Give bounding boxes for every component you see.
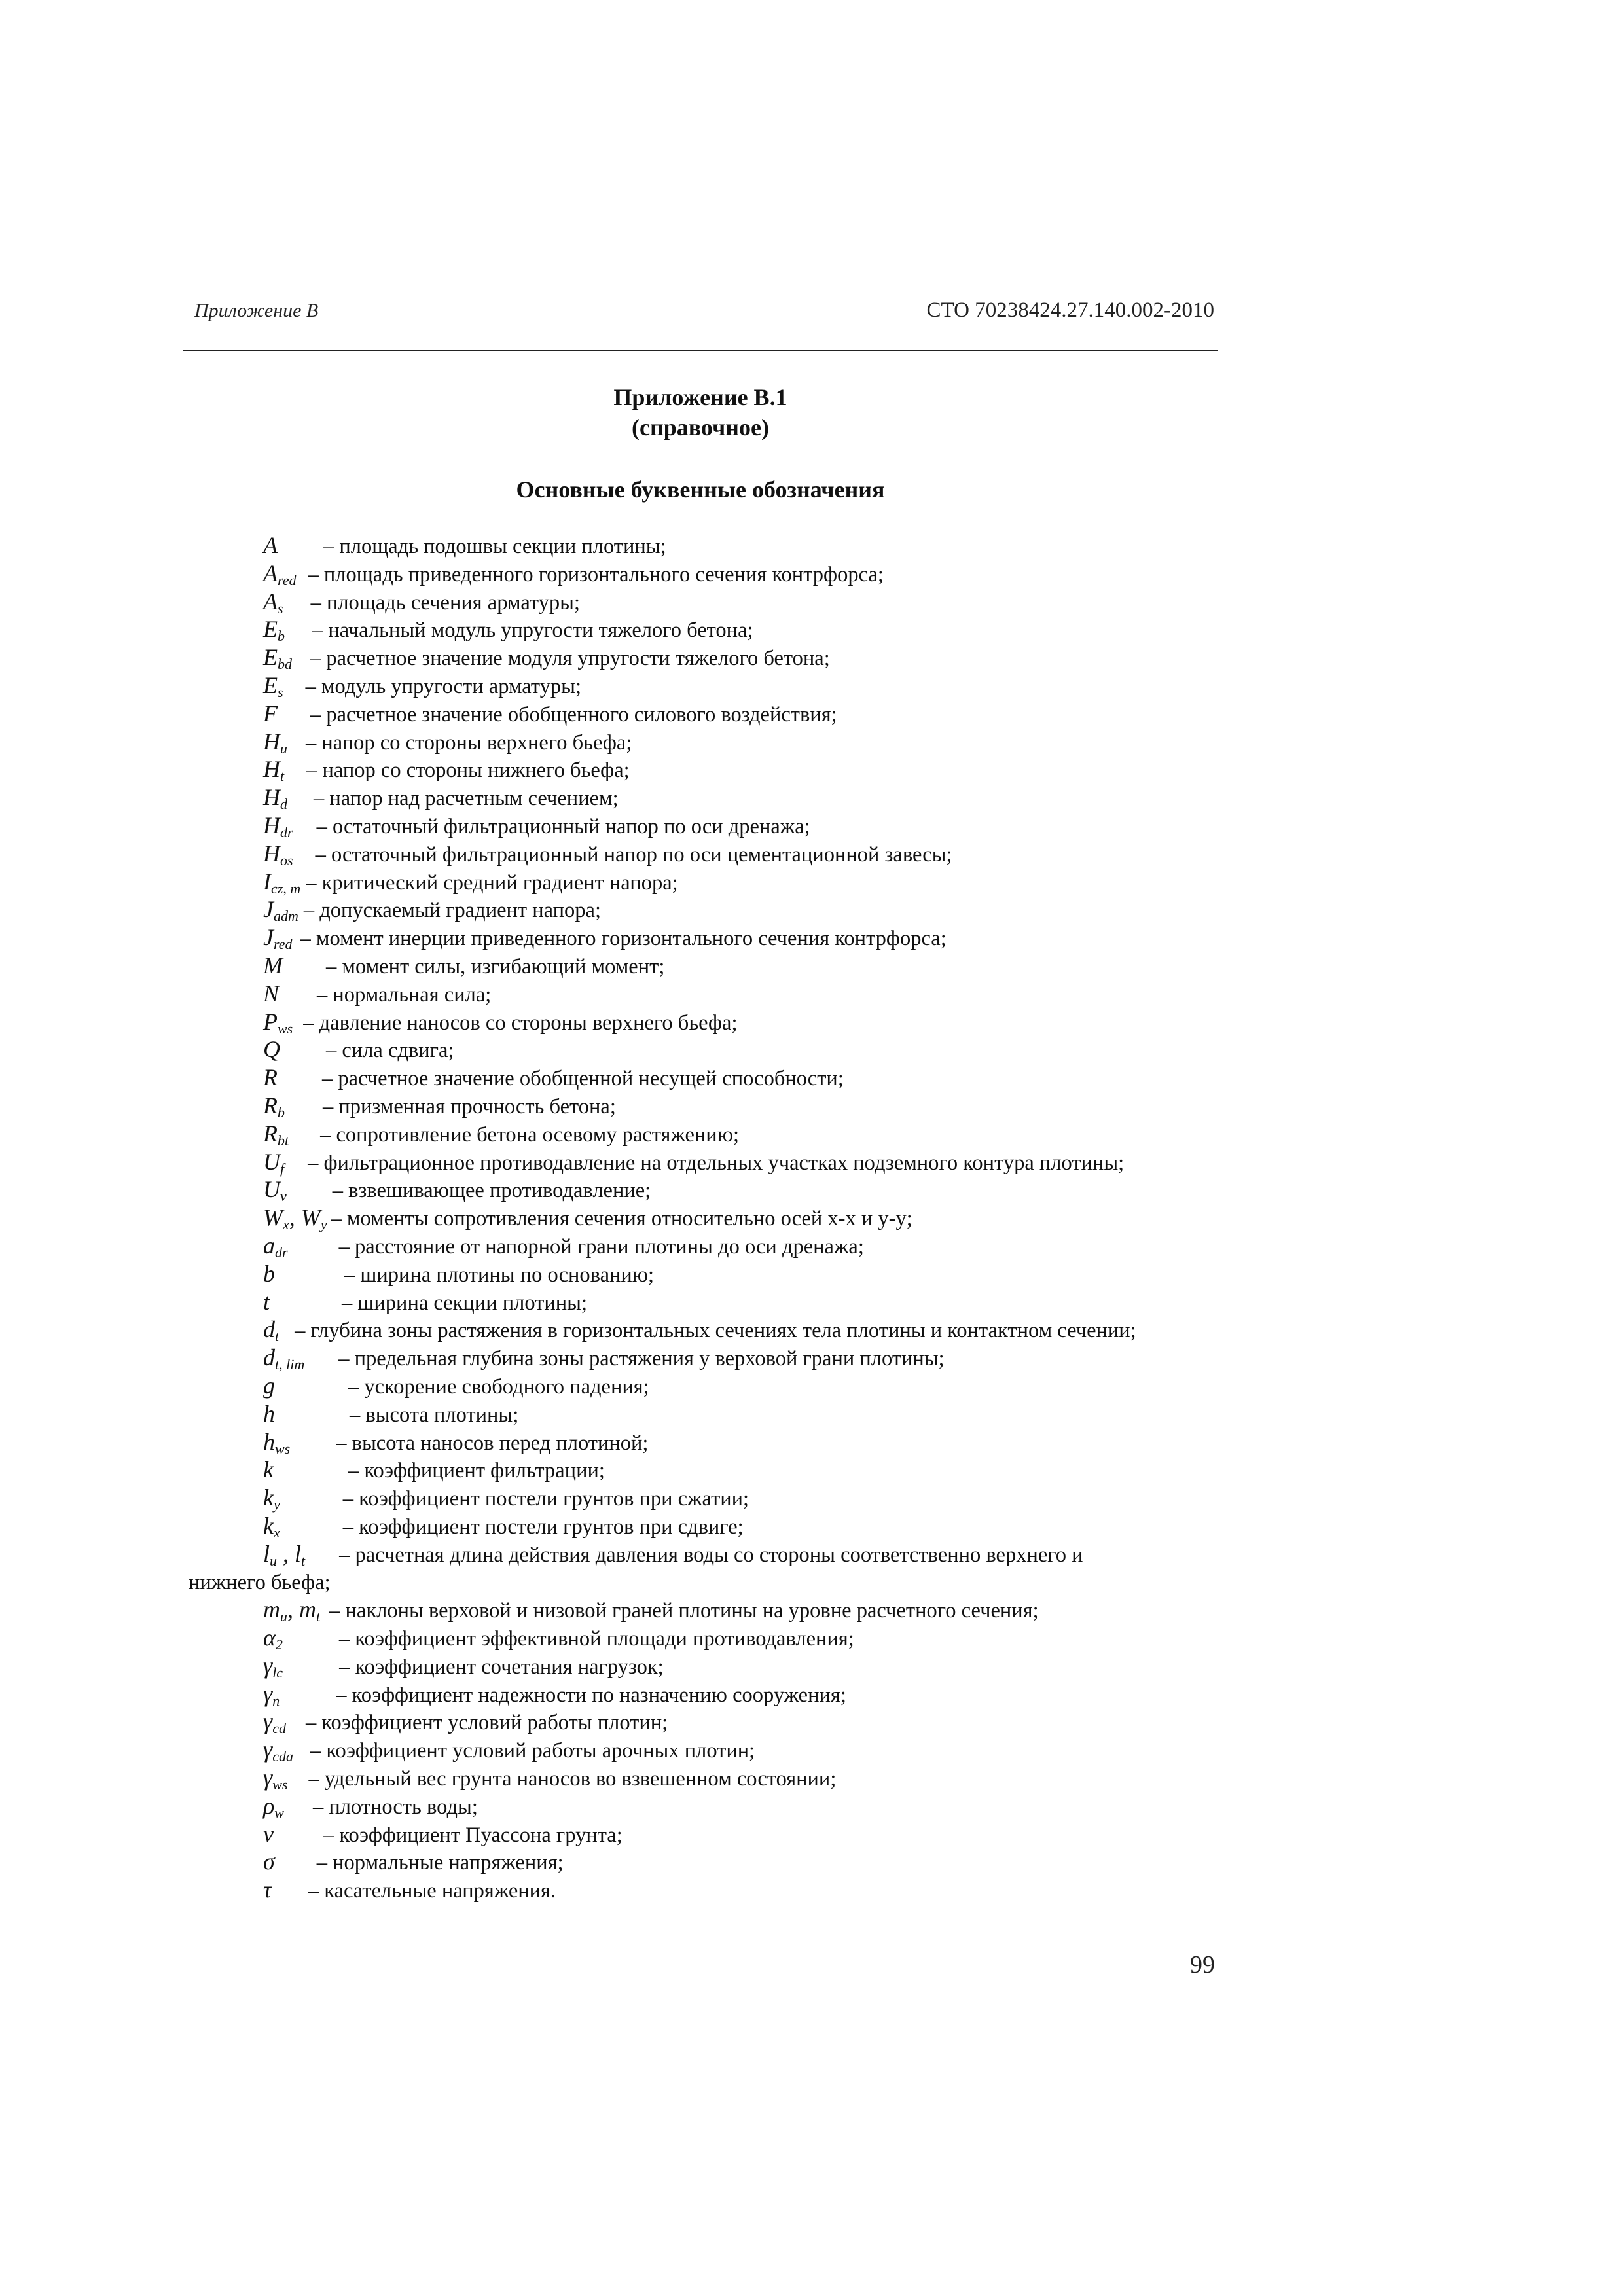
symbol-base: H bbox=[263, 840, 280, 867]
symbol-description: – ускорение свободного падения; bbox=[348, 1374, 649, 1399]
symbol-second-subscript: t bbox=[316, 1608, 321, 1625]
symbol bbox=[263, 1064, 278, 1092]
symbol-subscript: ws bbox=[278, 1020, 293, 1037]
symbol-description: – давление наносов со стороны верхнего бьефа; bbox=[303, 1011, 738, 1035]
symbol-row bbox=[263, 1820, 1310, 1848]
symbol bbox=[263, 1652, 283, 1680]
symbol-base: H bbox=[263, 728, 280, 755]
symbol-base: E bbox=[263, 616, 278, 643]
symbol bbox=[263, 1175, 287, 1204]
symbol-base: l bbox=[263, 1540, 270, 1567]
symbol-base: α bbox=[263, 1624, 276, 1651]
symbol-description: – критический средний градиент напора; bbox=[306, 870, 678, 895]
symbol-row bbox=[263, 588, 1310, 616]
symbol-description: – коэффициент постели грунтов при сдвиге; bbox=[342, 1515, 744, 1539]
symbol-description: – площадь приведенного горизонтального сечения контрфорса; bbox=[308, 562, 884, 586]
symbol-base: γ bbox=[263, 1652, 273, 1679]
symbol-row bbox=[263, 1035, 1310, 1064]
symbol bbox=[263, 1596, 320, 1624]
symbol-description: – расчетное значение обобщенного силового воздействия; bbox=[310, 702, 837, 726]
symbol-row bbox=[263, 1064, 1310, 1092]
symbol bbox=[263, 1512, 280, 1540]
symbol bbox=[263, 615, 285, 643]
symbol bbox=[263, 1148, 284, 1176]
symbol-row bbox=[263, 1008, 1310, 1036]
symbol-subscript: lc bbox=[272, 1664, 283, 1681]
symbol bbox=[263, 643, 292, 672]
symbol-description: – коэффициент сочетания нагрузок; bbox=[339, 1655, 664, 1679]
symbol bbox=[263, 924, 293, 952]
symbol bbox=[263, 1792, 284, 1820]
symbol-base: E bbox=[263, 644, 278, 671]
symbol bbox=[263, 1624, 283, 1652]
symbol-description: – высота наносов перед плотиной; bbox=[336, 1431, 649, 1455]
symbol-subscript: t bbox=[280, 768, 285, 785]
symbol-subscript: red bbox=[273, 936, 293, 953]
symbol-row bbox=[263, 1708, 1310, 1736]
symbol-row bbox=[263, 531, 1310, 560]
symbol-subscript: cz, m bbox=[271, 880, 301, 897]
symbol bbox=[263, 1680, 280, 1708]
symbol-description: – остаточный фильтрационный напор по оси дренажа; bbox=[316, 814, 810, 838]
symbol-base: a bbox=[263, 1232, 275, 1259]
symbol-base: h bbox=[263, 1428, 275, 1455]
symbol bbox=[263, 1736, 293, 1764]
symbol-base: I bbox=[263, 868, 271, 895]
symbol-description: – остаточный фильтрационный напор по оси цементационной завесы; bbox=[315, 842, 952, 867]
symbol bbox=[263, 1260, 275, 1288]
symbol-description: – напор со стороны верхнего бьефа; bbox=[306, 730, 632, 755]
symbol-row bbox=[263, 1848, 1310, 1876]
symbol bbox=[263, 1428, 290, 1456]
symbol-row bbox=[263, 1344, 1310, 1372]
symbol-second-subscript: y bbox=[320, 1216, 327, 1233]
symbol-subscript: dr bbox=[280, 823, 293, 840]
symbol bbox=[263, 700, 278, 728]
symbol bbox=[263, 1820, 274, 1848]
symbol-base: v bbox=[263, 1820, 274, 1847]
symbol-base: γ bbox=[263, 1736, 273, 1763]
symbol-row bbox=[263, 1456, 1310, 1484]
symbol-subscript: n bbox=[272, 1692, 280, 1709]
symbol-row bbox=[263, 924, 1310, 952]
symbol-subscript: b bbox=[278, 628, 285, 645]
symbol-description: – касательные напряжения. bbox=[308, 1879, 556, 1903]
section-heading: Основные буквенные обозначения bbox=[516, 476, 885, 503]
page-number: 99 bbox=[1190, 1951, 1215, 1979]
symbol bbox=[263, 1092, 285, 1120]
symbol-base: P bbox=[263, 1008, 278, 1035]
symbol-description: – напор со стороны нижнего бьефа; bbox=[306, 759, 630, 783]
symbol bbox=[263, 1764, 287, 1792]
symbol-base: J bbox=[263, 924, 274, 951]
symbol-base: k bbox=[263, 1484, 274, 1511]
symbol-row bbox=[263, 1652, 1310, 1680]
symbol-base: d bbox=[263, 1316, 275, 1343]
symbol-row bbox=[263, 840, 1310, 868]
symbol-subscript: x bbox=[283, 1216, 289, 1233]
symbol-description: – момент инерции приведенного горизонтального сечения контрфорса; bbox=[300, 927, 947, 951]
symbol-row bbox=[263, 1484, 1310, 1512]
symbol bbox=[263, 868, 300, 896]
symbol-subscript: s bbox=[278, 600, 283, 617]
symbol-row bbox=[263, 1316, 1310, 1344]
symbol-row bbox=[263, 1260, 1310, 1288]
symbol bbox=[263, 1876, 272, 1904]
symbol bbox=[263, 755, 284, 783]
symbol bbox=[263, 840, 293, 868]
symbol-row bbox=[263, 783, 1310, 812]
symbol-subscript: w bbox=[274, 1804, 284, 1821]
symbol bbox=[263, 1848, 275, 1876]
symbol-subscript: ws bbox=[275, 1440, 291, 1457]
symbol-row bbox=[263, 615, 1310, 643]
symbol-description: – модуль упругости арматуры; bbox=[305, 674, 582, 698]
symbol-row bbox=[263, 952, 1310, 980]
symbol-row bbox=[263, 1624, 1310, 1652]
symbol-description-continuation: нижнего бьефа; bbox=[189, 1571, 331, 1595]
symbol-base: F bbox=[263, 700, 278, 726]
symbol-row bbox=[263, 672, 1310, 700]
symbol-base: g bbox=[263, 1372, 275, 1399]
symbol-row bbox=[263, 1288, 1310, 1316]
symbol bbox=[263, 1484, 280, 1512]
symbol-description: – удельный вес грунта наносов во взвешенном состоянии; bbox=[308, 1767, 837, 1791]
symbol-base: A bbox=[263, 588, 278, 615]
symbol bbox=[263, 812, 293, 840]
symbol-base: γ bbox=[263, 1708, 273, 1735]
symbol-base: H bbox=[263, 784, 280, 811]
symbol bbox=[263, 1456, 274, 1484]
symbol-row bbox=[263, 1372, 1310, 1400]
symbol-row bbox=[263, 1680, 1310, 1708]
symbol-base: k bbox=[263, 1512, 274, 1539]
symbol-base: t bbox=[263, 1288, 270, 1315]
symbol-description: – коэффициент условий работы арочных плотин; bbox=[310, 1739, 755, 1763]
symbol bbox=[263, 895, 298, 924]
symbol bbox=[263, 1232, 288, 1260]
symbol-second-subscript: t bbox=[301, 1552, 306, 1569]
appendix-subtitle: (справочное) bbox=[631, 414, 769, 440]
symbol-base: U bbox=[263, 1176, 280, 1203]
symbol-subscript: bt bbox=[278, 1132, 289, 1149]
symbol-description: – момент силы, изгибающий момент; bbox=[326, 954, 665, 978]
symbol-row bbox=[263, 980, 1310, 1008]
symbol-second: , W bbox=[289, 1204, 321, 1231]
symbol-row bbox=[263, 560, 1310, 588]
symbol-row bbox=[263, 1764, 1310, 1792]
symbol-row bbox=[263, 1148, 1310, 1176]
symbol bbox=[263, 728, 287, 756]
symbol-description: – сопротивление бетона осевому растяжению; bbox=[320, 1122, 740, 1147]
symbol-description: – ширина секции плотины; bbox=[342, 1291, 588, 1315]
symbol-row bbox=[263, 1512, 1310, 1540]
symbol-row bbox=[263, 1876, 1310, 1904]
symbol-description: – предельная глубина зоны растяжения у верховой грани плотины; bbox=[338, 1347, 945, 1371]
symbol-subscript: v bbox=[280, 1188, 287, 1205]
symbol-base: m bbox=[263, 1596, 280, 1623]
symbol-base: τ bbox=[263, 1876, 272, 1903]
symbol-subscript: 2 bbox=[275, 1636, 283, 1653]
symbol-row bbox=[263, 1736, 1310, 1764]
symbol-base: σ bbox=[263, 1848, 275, 1875]
symbol-subscript: dr bbox=[275, 1244, 288, 1261]
symbol-description: – коэффициент постели грунтов при сжатии; bbox=[342, 1487, 749, 1511]
symbol-subscript: x bbox=[273, 1524, 280, 1541]
symbol bbox=[263, 560, 297, 588]
symbol-subscript: d bbox=[280, 796, 287, 813]
symbol-subscript: s bbox=[278, 683, 283, 700]
symbol-base: γ bbox=[263, 1765, 273, 1791]
symbol bbox=[263, 952, 283, 980]
symbol-base: H bbox=[263, 812, 280, 838]
symbol-description: – напор над расчетным сечением; bbox=[314, 787, 619, 811]
symbol-row bbox=[263, 643, 1310, 672]
symbol-description: – ширина плотины по основанию; bbox=[344, 1263, 655, 1287]
symbol-row bbox=[263, 1428, 1310, 1456]
symbol-subscript: ws bbox=[272, 1776, 288, 1793]
symbol-description: – плотность воды; bbox=[312, 1795, 478, 1819]
symbol bbox=[263, 1540, 305, 1568]
symbol bbox=[263, 1316, 279, 1344]
symbol-description: – коэффициент условий работы плотин; bbox=[305, 1711, 668, 1735]
appendix-title: Приложение В.1 bbox=[613, 384, 787, 410]
symbol-description: – наклоны верховой и низовой граней плотины на уровне расчетного сечения; bbox=[329, 1599, 1039, 1623]
symbol-description: – моменты сопротивления сечения относительно осей x-x и y-y; bbox=[331, 1207, 912, 1231]
symbol-row bbox=[263, 1232, 1310, 1260]
symbol-description: – расчетное значение модуля упругости тяжелого бетона; bbox=[310, 647, 830, 671]
running-header-left: Приложение В bbox=[194, 300, 319, 321]
symbol bbox=[263, 588, 283, 616]
symbol-description: – расчетная длина действия давления воды со стороны соответственно верхнего и bbox=[339, 1543, 1083, 1567]
symbol-description: – высота плотины; bbox=[350, 1403, 519, 1427]
symbol-base: h bbox=[263, 1400, 275, 1427]
symbol-subscript: cd bbox=[272, 1720, 286, 1737]
symbol-description: – площадь подошвы секции плотины; bbox=[323, 535, 666, 558]
symbol-base: J bbox=[263, 896, 274, 923]
symbol-description: – начальный модуль упругости тяжелого бетона; bbox=[312, 619, 753, 643]
symbol-base: R bbox=[263, 1092, 278, 1119]
symbol-base: γ bbox=[263, 1680, 273, 1707]
symbol-description: – призменная прочность бетона; bbox=[323, 1094, 616, 1119]
symbol-base: N bbox=[263, 980, 280, 1007]
symbol-description: – коэффициент эффективной площади противодавления; bbox=[338, 1627, 854, 1651]
symbol-subscript: red bbox=[278, 571, 297, 588]
symbol bbox=[263, 783, 287, 812]
symbol-subscript: bd bbox=[278, 656, 292, 673]
symbol-subscript: adm bbox=[273, 908, 298, 925]
symbol-row bbox=[263, 1400, 1310, 1428]
symbol-description: – нормальные напряжения; bbox=[316, 1851, 564, 1875]
symbol-row bbox=[263, 868, 1310, 896]
symbol-subscript: f bbox=[280, 1160, 285, 1177]
symbol-subscript: u bbox=[270, 1552, 278, 1569]
symbol-description: – нормальная сила; bbox=[317, 982, 492, 1007]
symbol-base: Q bbox=[263, 1036, 280, 1063]
symbol-row bbox=[263, 812, 1310, 840]
symbol-description: – коэффициент Пуассона грунта; bbox=[323, 1823, 623, 1847]
symbol-subscript: u bbox=[280, 740, 287, 757]
symbol bbox=[263, 1400, 275, 1428]
symbol bbox=[263, 1372, 275, 1400]
symbol-description: – фильтрационное противодавление на отдельных участках подземного контура плотины; bbox=[308, 1151, 1125, 1175]
symbol-base: A bbox=[263, 560, 278, 586]
symbol-description: – расчетное значение обобщенной несущей способности; bbox=[322, 1067, 844, 1091]
symbol-row bbox=[263, 1092, 1310, 1120]
symbol-base: d bbox=[263, 1344, 275, 1371]
symbol bbox=[263, 531, 278, 560]
symbol-description: – глубина зоны растяжения в горизонтальных сечениях тела плотины и контактном сечении; bbox=[295, 1319, 1136, 1343]
symbol-base: W bbox=[263, 1204, 283, 1231]
symbol-description: – коэффициент фильтрации; bbox=[348, 1459, 605, 1483]
symbol bbox=[263, 1288, 270, 1316]
symbol bbox=[263, 1204, 327, 1232]
symbol-second: , m bbox=[287, 1596, 316, 1623]
symbol-base: R bbox=[263, 1120, 278, 1147]
symbol-row bbox=[263, 1175, 1310, 1204]
symbol bbox=[263, 1120, 289, 1148]
symbol-list bbox=[189, 531, 1310, 1904]
symbol-second: , l bbox=[277, 1540, 302, 1567]
symbol-row bbox=[263, 895, 1310, 924]
symbol-row bbox=[263, 728, 1310, 756]
symbol-row bbox=[263, 755, 1310, 783]
symbol-base: M bbox=[263, 952, 283, 978]
symbol bbox=[263, 980, 279, 1008]
symbol-row bbox=[189, 1540, 1310, 1596]
symbol-description: – сила сдвига; bbox=[326, 1039, 454, 1063]
symbol bbox=[263, 1344, 304, 1372]
symbol bbox=[263, 672, 283, 700]
symbol-base: ρ bbox=[263, 1792, 275, 1819]
symbol bbox=[263, 1035, 280, 1064]
symbol-subscript: t, lim bbox=[275, 1356, 305, 1373]
symbol-row bbox=[263, 1792, 1310, 1820]
symbol-row bbox=[263, 1204, 1310, 1232]
symbol-description: – площадь сечения арматуры; bbox=[310, 590, 581, 615]
symbol-description: – коэффициент надежности по назначению сооружения; bbox=[336, 1683, 846, 1707]
symbol-subscript: u bbox=[280, 1608, 287, 1625]
symbol-description: – расстояние от напорной грани плотины до оси дренажа; bbox=[338, 1234, 864, 1259]
symbol-subscript: y bbox=[273, 1496, 280, 1513]
symbol-base: b bbox=[263, 1260, 275, 1287]
running-header-right: СТО 70238424.27.140.002-2010 bbox=[926, 298, 1214, 322]
symbol-subscript: t bbox=[275, 1328, 280, 1345]
symbol-row bbox=[263, 700, 1310, 728]
symbol-row bbox=[263, 1120, 1310, 1148]
symbol bbox=[263, 1008, 293, 1036]
symbol-base: U bbox=[263, 1148, 280, 1175]
header-rule bbox=[183, 350, 1218, 351]
symbol-subscript: cda bbox=[272, 1748, 293, 1765]
symbol-base: R bbox=[263, 1064, 278, 1091]
symbol-base: E bbox=[263, 672, 278, 698]
symbol-subscript: b bbox=[278, 1103, 285, 1121]
symbol bbox=[263, 1708, 286, 1736]
symbol-base: H bbox=[263, 756, 280, 783]
symbol-description: – взвешивающее противодавление; bbox=[332, 1179, 651, 1203]
symbol-row bbox=[263, 1596, 1310, 1624]
symbol-description: – допускаемый градиент напора; bbox=[303, 899, 601, 923]
symbol-base: k bbox=[263, 1456, 274, 1483]
symbol-base: A bbox=[263, 532, 278, 558]
symbol-subscript: os bbox=[280, 852, 293, 869]
